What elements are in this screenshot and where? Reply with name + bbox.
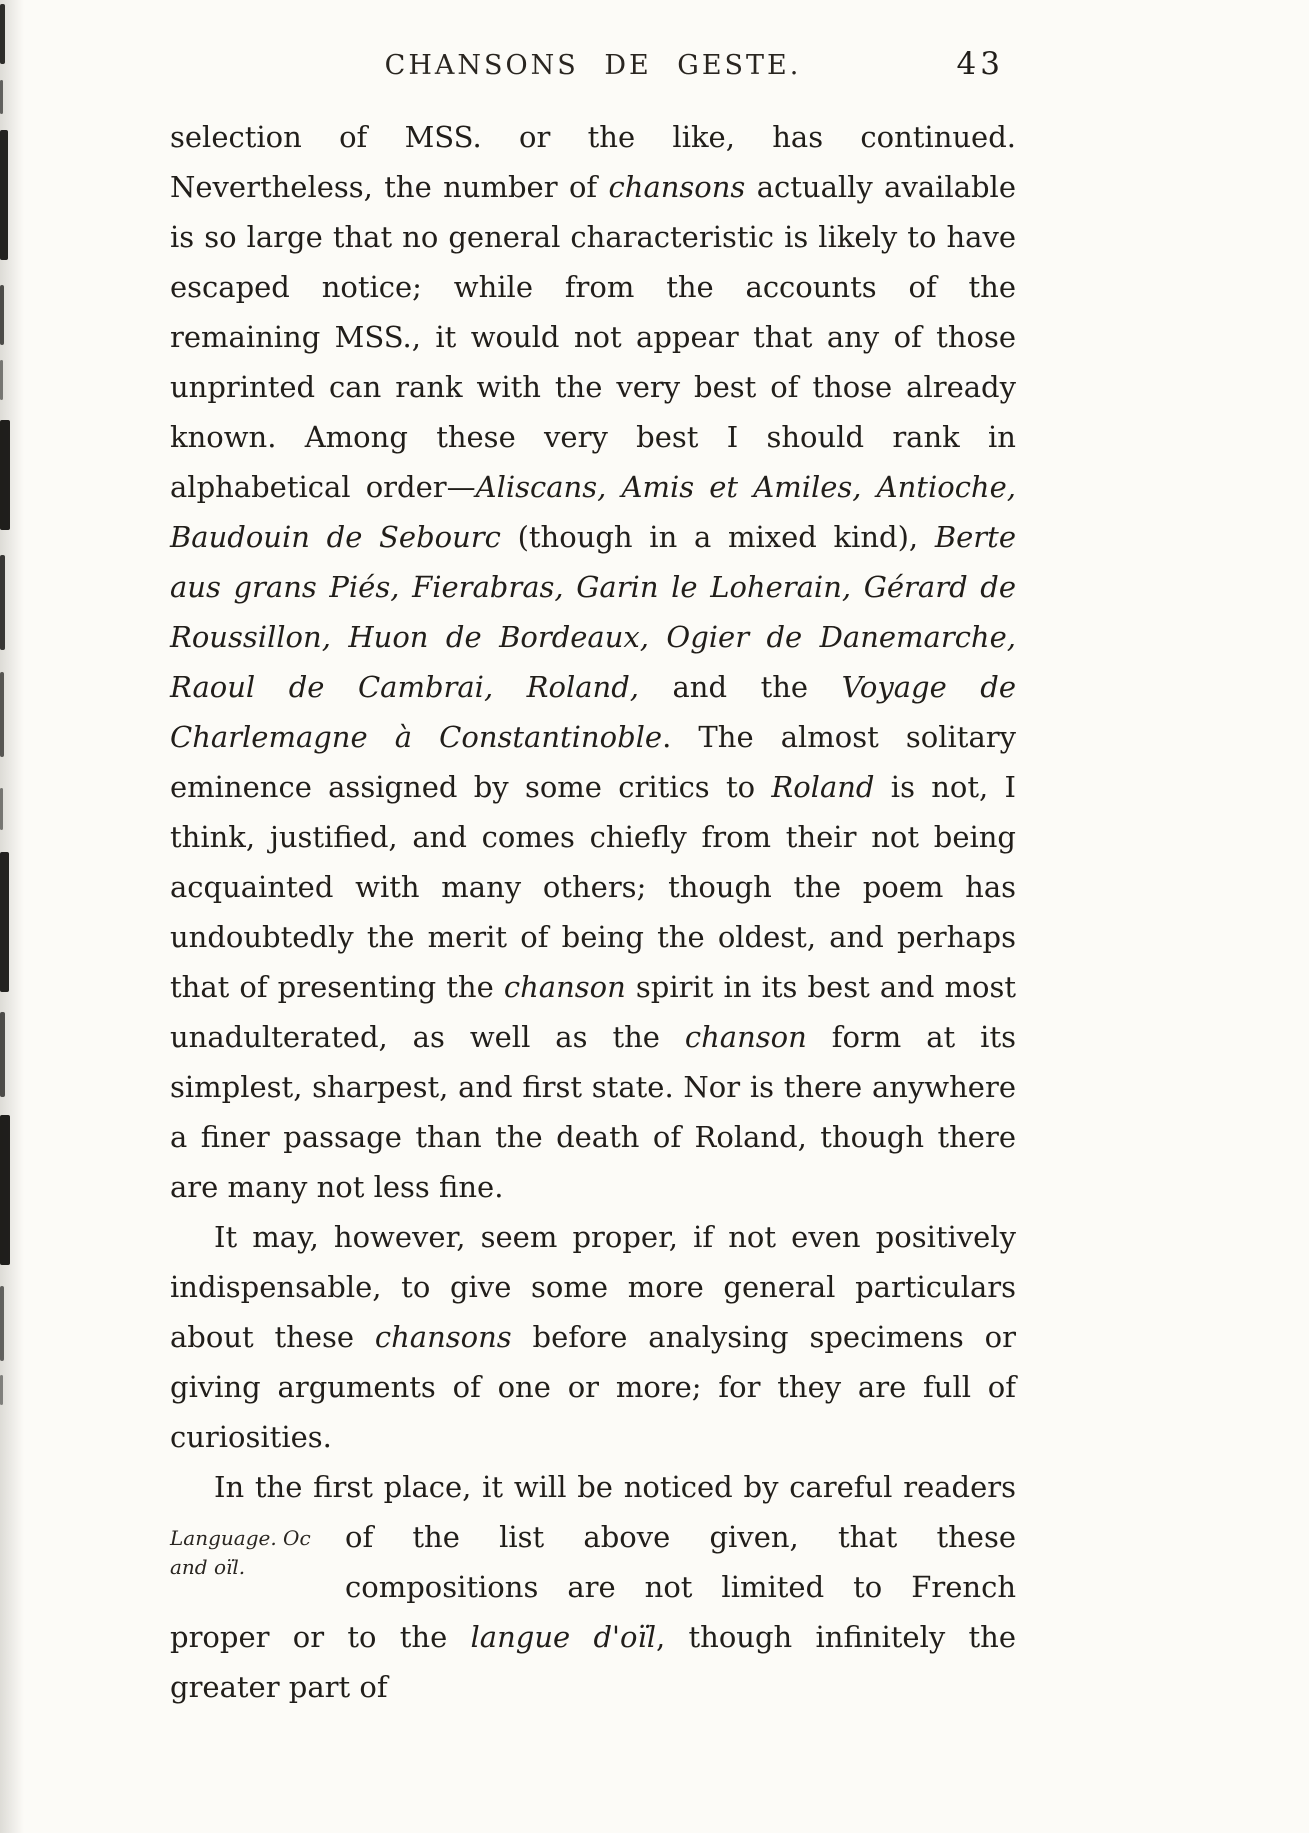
scan-artifact (0, 1286, 4, 1361)
scan-artifact (0, 130, 8, 260)
text-segment: . The almost solitary eminence assigned by some critics to (170, 720, 1016, 804)
scan-artifact (0, 1115, 10, 1265)
paragraph (170, 112, 1016, 1212)
italic-text-segment: Aliscans, Amis et Amiles, Antioche, Baudouin de Sebourc (170, 470, 1016, 554)
page-body (170, 112, 1016, 1712)
running-title: CHANSONS DE GESTE. (384, 50, 802, 81)
text-segment: selection of MSS. or the like, has continued. Nevertheless, the number of (170, 120, 1016, 204)
scan-artifact (0, 672, 4, 757)
text-segment: , though infinitely the greater part of (170, 1620, 1016, 1704)
italic-text-segment: chanson (503, 970, 626, 1004)
text-segment: spirit in its best and most unadulterated, as well as the (170, 970, 1016, 1054)
italic-text-segment: langue d'oïl (470, 1620, 657, 1654)
italic-text-segment: Voyage de Charlemagne à Constantinoble (170, 670, 1016, 754)
text-segment: form at its simplest, sharpest, and first state. Nor is there anywhere a finer passage than the death of Roland, though there are many not less fine. (170, 1020, 1016, 1204)
text-segment: and the (639, 670, 842, 704)
italic-text-segment: Berte aus grans Piés, Fierabras, Garin le Loherain, Gérard de Roussillon, Huon de Bordeaux, Ogier de Danemarche, Raoul de Cambrai, Roland, (170, 520, 1016, 704)
text-segment: of the list above given, that these compositions are not limited to French proper or to the (170, 1520, 1016, 1654)
scan-artifact (0, 1012, 5, 1097)
italic-text-segment: chansons (608, 170, 746, 204)
italic-text-segment: chansons (374, 1320, 512, 1354)
scan-artifact (0, 420, 10, 530)
paragraph (170, 1212, 1016, 1462)
scan-artifact (0, 852, 9, 992)
italic-text-segment: Roland (771, 770, 875, 804)
margin-sidenote-line: Language. Oc (170, 1526, 311, 1550)
text-segment: actually available is so large that no general characteristic is likely to have escaped notice; while from the accounts of the remaining MSS., it would not appear that any of those unprinted can rank with the very best of those already known. Among these very best I should rank in alphabetical order— (170, 170, 1016, 504)
scan-artifact (0, 80, 3, 114)
paragraph (170, 1462, 1016, 1712)
scan-artifact (0, 360, 3, 400)
text-segment: is not, I think, justified, and comes chiefly from their not being acquainted with many others; though the poem has undoubtedly the merit of being the oldest, and perhaps that of presenting the (170, 770, 1016, 1004)
scan-artifact (0, 555, 5, 650)
text-segment: In the first place, it will be noticed by careful readers (214, 1470, 1016, 1504)
scan-artifact (0, 285, 4, 345)
margin-sidenote-line: and oïl. (170, 1555, 246, 1579)
scan-artifact (0, 1375, 3, 1405)
page-header (170, 46, 1016, 88)
italic-text-segment: chanson (684, 1020, 807, 1054)
page-number: 43 (956, 46, 1004, 82)
text-segment: (though in a mixed kind), (500, 520, 935, 554)
scan-artifact (0, 4, 5, 64)
text-segment: before analysing specimens or giving arguments of one or more; for they are full of curiosities. (170, 1320, 1016, 1454)
scan-artifact (0, 788, 3, 830)
text-segment: It may, however, seem proper, if not even positively indispensable, to give some more general particulars about these (170, 1220, 1016, 1354)
margin-sidenote (170, 1512, 316, 1608)
